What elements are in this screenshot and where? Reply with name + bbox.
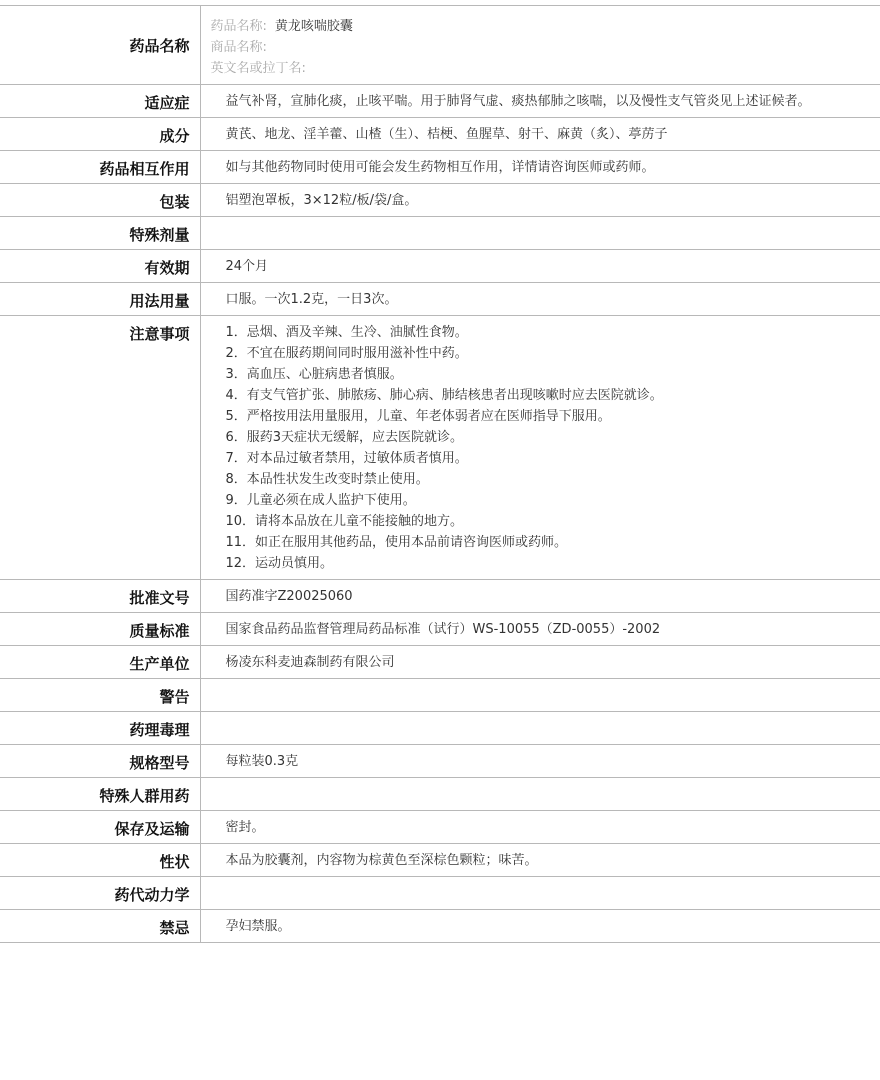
value-packaging: 铝塑泡罩板，3×12粒/板/袋/盒。 — [200, 184, 880, 217]
label-precautions: 注意事项 — [0, 316, 200, 580]
warning-text — [226, 685, 861, 706]
row-interactions — [0, 151, 880, 184]
value-description: 本品为胶囊剂，内容物为棕黄色至深棕色颗粒；味苦。 — [200, 844, 880, 877]
row-storage — [0, 811, 880, 844]
special-dosage-text — [226, 223, 861, 244]
value-shelf-life: 24个月 — [200, 250, 880, 283]
row-contraindications — [0, 910, 880, 943]
value-storage: 密封。 — [200, 811, 880, 844]
value-contraindications: 孕妇禁服。 — [200, 910, 880, 943]
value-special-dosage — [200, 217, 880, 250]
value-precautions — [200, 316, 880, 580]
precaution-item: 12．运动员慎用。 — [225, 556, 334, 571]
row-quality-standard — [0, 613, 880, 646]
row-drug-name — [0, 6, 880, 85]
label-packaging: 包装 — [0, 184, 200, 217]
row-usage — [0, 283, 880, 316]
value-indications: 益气补肾，宣肺化痰，止咳平喘。用于肺肾气虚、痰热郁肺之咳喘，以及慢性支气管炎见上述证候者。 — [200, 85, 880, 118]
precaution-item: 3．高血压、心脏病患者慎服。 — [225, 367, 403, 382]
english-name-key: 英文名或拉丁名: — [210, 61, 306, 76]
value-quality-standard: 国家食品药品监督管理局药品标准（试行）WS-10055（ZD-0055）-2002 — [200, 613, 880, 646]
row-shelf-life — [0, 250, 880, 283]
label-usage: 用法用量 — [0, 283, 200, 316]
trade-name-line — [211, 37, 869, 58]
row-special-populations — [0, 778, 880, 811]
precaution-item: 8．本品性状发生改变时禁止使用。 — [225, 472, 429, 487]
row-toxicology — [0, 712, 880, 745]
drug-spec-table — [0, 5, 880, 943]
label-interactions: 药品相互作用 — [0, 151, 200, 184]
value-warning — [200, 679, 880, 712]
toxicology-text — [226, 718, 861, 739]
row-ingredients — [0, 118, 880, 151]
label-ingredients: 成分 — [0, 118, 200, 151]
label-special-populations: 特殊人群用药 — [0, 778, 200, 811]
row-description — [0, 844, 880, 877]
generic-name-key: 药品名称: — [210, 19, 267, 34]
precautions-list — [226, 322, 861, 574]
precaution-item: 1．忌烟、酒及辛辣、生冷、油腻性食物。 — [225, 325, 468, 340]
label-shelf-life: 有效期 — [0, 250, 200, 283]
row-manufacturer — [0, 646, 880, 679]
value-pharmacokinetics — [200, 877, 880, 910]
row-precautions — [0, 316, 880, 580]
row-approval-number — [0, 580, 880, 613]
label-drug-name: 药品名称 — [0, 6, 200, 85]
label-description: 性状 — [0, 844, 200, 877]
precaution-item: 5．严格按用法用量服用，儿童、年老体弱者应在医师指导下服用。 — [225, 409, 611, 424]
precaution-item: 11．如正在服用其他药品，使用本品前请咨询医师或药师。 — [225, 535, 568, 550]
precaution-item: 7．对本品过敏者禁用，过敏体质者慎用。 — [225, 451, 468, 466]
label-pharmacokinetics: 药代动力学 — [0, 877, 200, 910]
value-manufacturer: 杨凌东科麦迪森制药有限公司 — [200, 646, 880, 679]
english-name-line — [211, 58, 869, 79]
precaution-item: 2．不宜在服药期间同时服用滋补性中药。 — [225, 346, 468, 361]
label-indications: 适应症 — [0, 85, 200, 118]
generic-name-line — [211, 16, 869, 37]
label-approval-number: 批准文号 — [0, 580, 200, 613]
label-special-dosage: 特殊剂量 — [0, 217, 200, 250]
label-storage: 保存及运输 — [0, 811, 200, 844]
row-packaging — [0, 184, 880, 217]
value-toxicology — [200, 712, 880, 745]
pharmacokinetics-text — [226, 883, 861, 904]
value-approval-number: 国药准字Z20025060 — [200, 580, 880, 613]
value-interactions: 如与其他药物同时使用可能会发生药物相互作用，详情请咨询医师或药师。 — [200, 151, 880, 184]
value-special-populations — [200, 778, 880, 811]
row-specification — [0, 745, 880, 778]
label-warning: 警告 — [0, 679, 200, 712]
row-special-dosage — [0, 217, 880, 250]
trade-name-key: 商品名称: — [210, 40, 267, 55]
label-specification: 规格型号 — [0, 745, 200, 778]
precaution-item: 9．儿童必须在成人监护下使用。 — [225, 493, 416, 508]
label-quality-standard: 质量标准 — [0, 613, 200, 646]
label-contraindications: 禁忌 — [0, 910, 200, 943]
row-indications — [0, 85, 880, 118]
value-specification: 每粒装0.3克 — [200, 745, 880, 778]
value-ingredients: 黄芪、地龙、淫羊藿、山楂（生）、桔梗、鱼腥草、射干、麻黄（炙）、葶苈子 — [200, 118, 880, 151]
value-usage: 口服。一次1.2克，一日3次。 — [200, 283, 880, 316]
special-populations-text — [226, 784, 861, 805]
precaution-item: 4．有支气管扩张、肺脓疡、肺心病、肺结核患者出现咳嗽时应去医院就诊。 — [225, 388, 663, 403]
label-toxicology: 药理毒理 — [0, 712, 200, 745]
precaution-item: 6．服药3天症状无缓解，应去医院就诊。 — [225, 430, 464, 445]
row-pharmacokinetics — [0, 877, 880, 910]
precaution-item: 10．请将本品放在儿童不能接触的地方。 — [225, 514, 464, 529]
drug-name-block — [200, 6, 880, 85]
row-warning — [0, 679, 880, 712]
label-manufacturer: 生产单位 — [0, 646, 200, 679]
generic-name-value: 黄龙咳喘胶囊 — [274, 19, 353, 34]
